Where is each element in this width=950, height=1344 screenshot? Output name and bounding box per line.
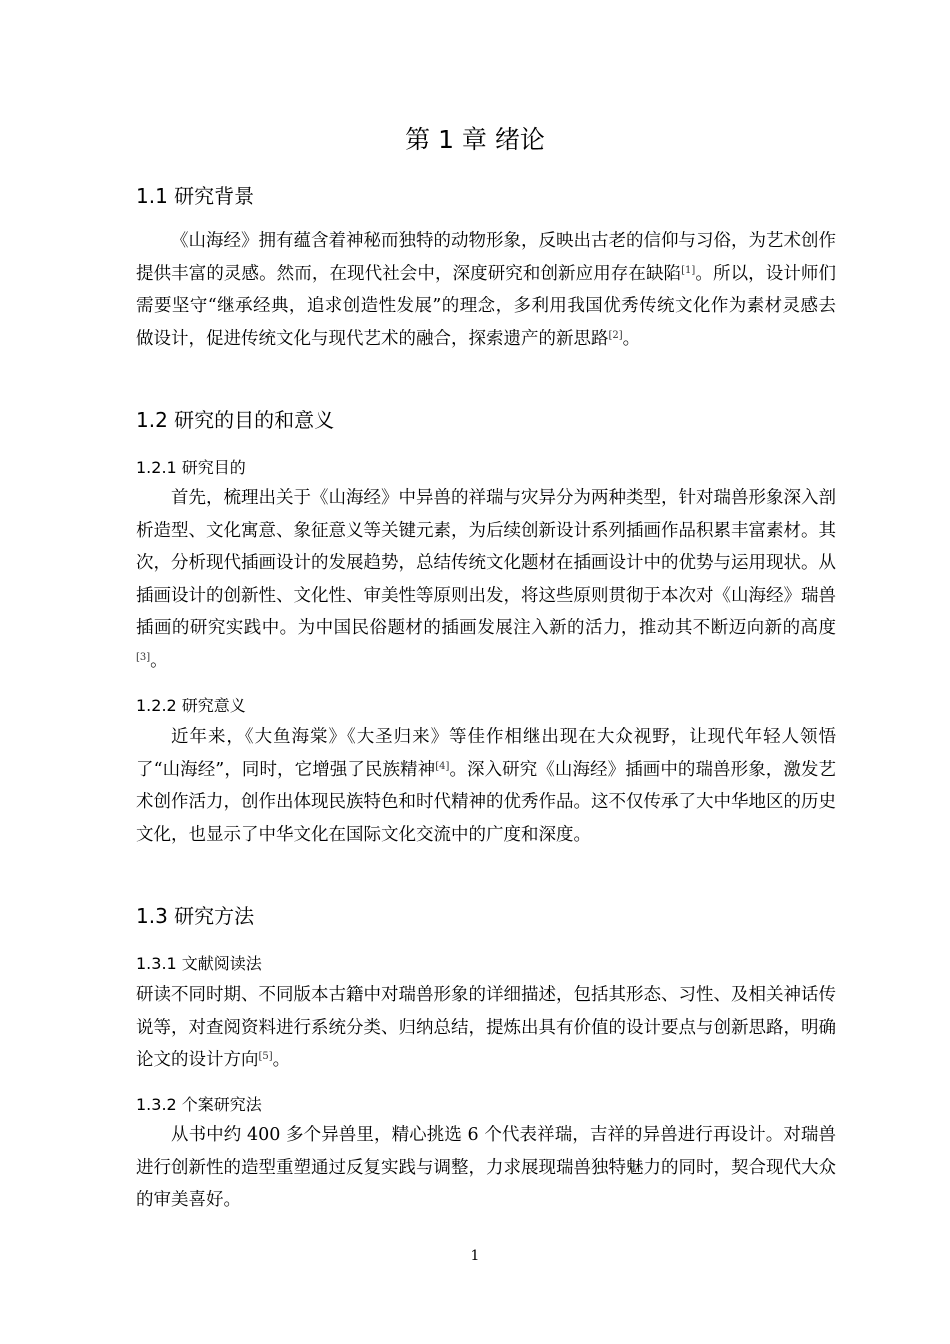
subsection-heading-1-2-1: 1.2.1 研究目的: [136, 458, 246, 477]
paragraph-text: 。: [272, 1050, 291, 1070]
paragraph-text: 。所以，设计师们需要坚守“继承经典，追求创造性发展”的理念，多利用我国优秀传统文化作为素材灵感去做设计，促进传统文化与现代艺术的融合，探索遗产的新思路: [136, 263, 837, 349]
paragraph-text: 从书中约 400 多个异兽里，精心挑选 6 个代表祥瑞，吉祥的异兽进行再设计。对瑞兽进行创新性的造型重塑通过反复实践与调整，力求展现瑞兽独特魅力的同时，契合现代大众的审美喜好。: [136, 1125, 836, 1210]
paragraph-text: 。: [150, 650, 168, 671]
section-heading-1-2: 1.2 研究的目的和意义: [136, 408, 335, 432]
subsection-heading-1-2-2: 1.2.2 研究意义: [136, 696, 246, 715]
paragraph-research-background: [136, 225, 836, 355]
citation-ref[interactable]: [3]: [136, 651, 151, 663]
chapter-title: 第 1 章 绪论: [405, 125, 545, 154]
citation-ref[interactable]: [1]: [681, 264, 696, 276]
paragraph-research-purpose: [136, 482, 836, 677]
page-number: 1: [470, 1248, 480, 1264]
paragraph-research-significance: [136, 721, 836, 851]
subsection-heading-1-3-1: 1.3.1 文献阅读法: [136, 954, 262, 973]
citation-ref[interactable]: [5]: [258, 1051, 273, 1062]
paragraph-text: 。: [622, 328, 641, 349]
section-heading-1-3: 1.3 研究方法: [136, 904, 255, 928]
paragraph-literature-method: [136, 979, 836, 1077]
citation-ref[interactable]: [2]: [608, 329, 623, 341]
paragraph-text: 研读不同时期、不同版本古籍中对瑞兽形象的详细描述，包括其形态、习性、及相关神话传说等，对查阅资料进行系统分类、归纳总结，提炼出具有价值的设计要点与创新思路，明确论文的设计方向: [136, 985, 836, 1070]
paragraph-text: 近年来，《大鱼海棠》《大圣归来》等佳作相继出现在大众视野，让现代年轻人领悟了“山海经”，同时，它增强了民族精神: [136, 727, 836, 780]
section-heading-1-1: 1.1 研究背景: [136, 184, 255, 208]
paragraph-case-study-method: [136, 1119, 836, 1217]
subsection-heading-1-3-2: 1.3.2 个案研究法: [136, 1095, 262, 1114]
paragraph-text: 《山海经》拥有蕴含着神秘而独特的动物形象，反映出古老的信仰与习俗，为艺术创作提供丰富的灵感。然而，在现代社会中，深度研究和创新应用存在缺陷: [136, 231, 836, 284]
citation-ref[interactable]: [4]: [435, 760, 450, 772]
paragraph-text: 。深入研究《山海经》插画中的瑞兽形象，激发艺术创作活力，创作出体现民族特色和时代精神的优秀作品。这不仅传承了大中华地区的历史文化，也显示了中华文化在国际文化交流中的广度和深度。: [136, 759, 836, 845]
paragraph-text: 首先，梳理出关于《山海经》中异兽的祥瑞与灾异分为两种类型，针对瑞兽形象深入剖析造型、文化寓意、象征意义等关键元素，为后续创新设计系列插画作品积累丰富素材。其次，分析现代插画设计的发展趋势，总结传统文化题材在插画设计中的优势与运用现状。从插画设计的创新性、文化性、审美性等原则出发，将这些原则贯彻于本次对《山海经》瑞兽插画的研究实践中。为中国民俗题材的插画发展注入新的活力，推动其不断迈向新的高度: [136, 488, 836, 638]
